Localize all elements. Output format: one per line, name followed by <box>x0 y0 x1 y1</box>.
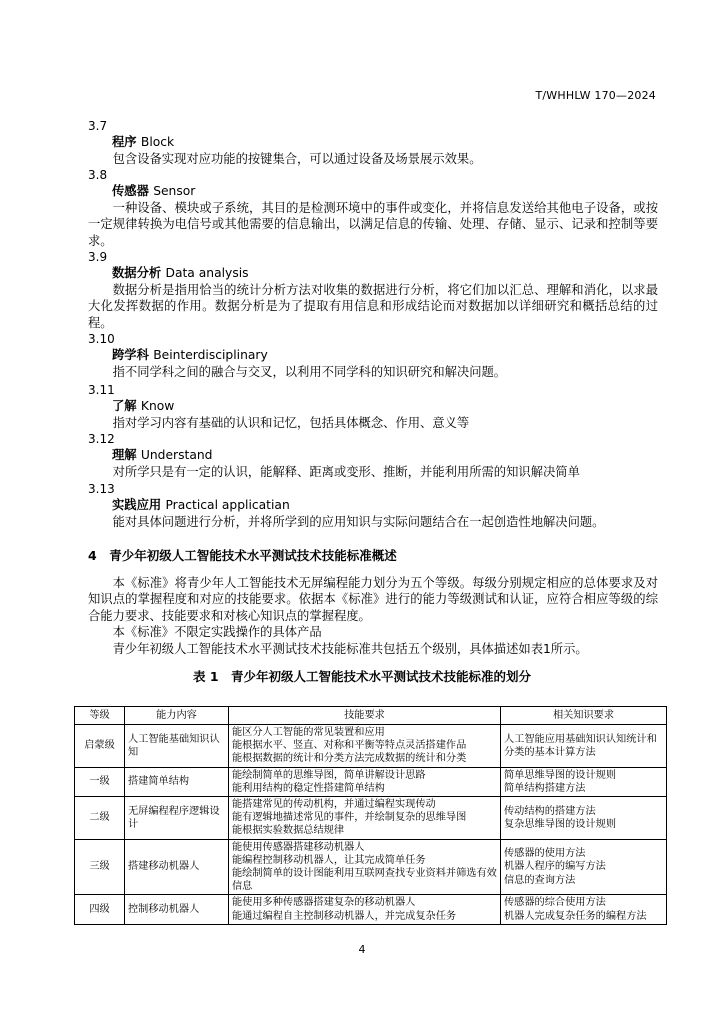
term-title <box>88 265 658 281</box>
standards-table <box>74 706 667 925</box>
ability-cell: 搭建移动机器人 <box>125 839 229 895</box>
section-paragraph: 本《标准》不限定实践操作的具体产品 <box>112 625 322 640</box>
term-cn: 程序 <box>112 135 137 150</box>
table-caption: 表 1 青少年初级人工智能技术水平测试技术技能标准的划分 <box>192 669 532 684</box>
knowledge-line: 人工智能应用基础知识认知统计和分类的基本计算方法 <box>504 733 657 758</box>
knowledge-cell <box>501 839 667 895</box>
skill-line: 能根据实验数据总结规律 <box>232 825 345 837</box>
skills-cell <box>229 839 501 895</box>
skill-line: 能绘制简单的设计图能利用互联网查找专业资料并筛选有效信息 <box>232 868 497 893</box>
skill-line: 能利用结构的稳定性搭建简单结构 <box>232 782 385 794</box>
page-number: 4 <box>358 943 366 956</box>
term-en: Beinterdisciplinary <box>153 348 268 363</box>
term-3-9 <box>88 249 658 331</box>
ability-cell: 人工智能基础知识认知 <box>125 725 229 768</box>
term-cn: 了解 <box>112 399 137 414</box>
term-number: 3.11 <box>88 383 115 397</box>
knowledge-line: 机器人完成复杂任务的编程方法 <box>504 910 647 922</box>
skills-cell <box>229 895 501 924</box>
knowledge-cell <box>501 895 667 924</box>
table-row <box>75 725 667 768</box>
term-title <box>88 447 658 463</box>
knowledge-cell <box>501 797 667 840</box>
term-definition: 对所学只是有一定的认识，能解释、距离或变形、推断，并能利用所需的知识解决简单 <box>112 464 580 479</box>
ability-cell: 控制移动机器人 <box>125 895 229 924</box>
table-row <box>75 895 667 924</box>
term-cn: 传感器 <box>112 184 149 199</box>
term-definition: 指对学习内容有基础的认识和记忆，包括具体概念、作用、意义等 <box>112 415 470 430</box>
skill-line: 能搭建常见的传动机构，并通过编程实现传动 <box>232 799 436 811</box>
knowledge-line: 传感器的使用方法 <box>504 848 586 860</box>
skill-line: 能使用传感器搭建移动机器人 <box>232 841 365 853</box>
knowledge-line: 复杂思维导图的设计规则 <box>504 818 617 830</box>
term-definition: 指不同学科之间的融合与交叉，以利用不同学科的知识研究和解决问题。 <box>112 364 507 379</box>
term-number: 3.13 <box>88 482 115 496</box>
term-3-12 <box>88 431 658 480</box>
table-row <box>75 797 667 840</box>
ability-cell: 无屏编程程序逻辑设计 <box>125 797 229 840</box>
term-title <box>88 398 658 414</box>
term-cn: 数据分析 <box>112 266 162 281</box>
knowledge-cell <box>501 767 667 796</box>
term-definition: 数据分析是指用恰当的统计分析方法对收集的数据进行分析，将它们加以汇总、理解和消化，以求最大化发挥数据的作用。数据分析是为了提取有用信息和形成结论而对数据加以详细研究和概括总结的过程。 <box>88 282 658 330</box>
level-cell: 四级 <box>75 895 125 924</box>
skill-line: 能使用多种传感器搭建复杂的移动机器人 <box>232 897 416 909</box>
header-ability: 能力内容 <box>125 707 229 725</box>
header-skills: 技能要求 <box>229 707 501 725</box>
skills-cell <box>229 767 501 796</box>
term-3-11 <box>88 382 658 431</box>
knowledge-line: 简单结构搭建方法 <box>504 782 586 794</box>
knowledge-cell <box>501 725 667 768</box>
term-cn: 理解 <box>112 448 137 463</box>
term-cn: 实践应用 <box>112 498 162 513</box>
term-3-8 <box>88 167 658 249</box>
level-cell: 二级 <box>75 797 125 840</box>
table-row <box>75 839 667 895</box>
term-3-10 <box>88 331 658 380</box>
term-title <box>88 497 658 513</box>
skill-line: 能绘制简单的思维导图，简单讲解设计思路 <box>232 769 426 781</box>
term-title <box>88 183 658 199</box>
section-paragraph: 青少年初级人工智能技术水平测试技术技能标准共包括五个级别，具体描述如表1所示。 <box>112 641 588 656</box>
term-number: 3.7 <box>88 119 108 133</box>
term-definition: 能对具体问题进行分析，并将所学到的应用知识与实际问题结合在一起创造性地解决问题。 <box>112 514 605 529</box>
header-level: 等级 <box>75 707 125 725</box>
term-en: Practical applicatian <box>165 498 290 513</box>
standard-number: T/WHHLW 170—2024 <box>535 89 656 102</box>
section-paragraph: 本《标准》将青少年人工智能技术无屏编程能力划分为五个等级。每级分别规定相应的总体要求及对知识点的掌握程度和对应的技能要求。依据本《标准》进行的能力等级测试和认证，应符合相应等级的综合能力要求、技能要求和对核心知识点的掌握程度。 <box>88 576 658 623</box>
section-body <box>88 575 658 657</box>
skill-line: 能编程控制移动机器人，让其完成简单任务 <box>232 854 426 866</box>
term-definition: 一种设备、模块或子系统，其目的是检测环境中的事件或变化，并将信息发送给其他电子设备，或按一定规律转换为电信号或其他需要的信息输出，以满足信息的传输、处理、存储、显示、记录和控制等要求。 <box>88 200 658 248</box>
knowledge-line: 传感器的综合使用方法 <box>504 897 606 909</box>
knowledge-line: 简单思维导图的设计规则 <box>504 769 617 781</box>
term-en: Know <box>140 399 175 414</box>
level-cell: 三级 <box>75 839 125 895</box>
section-heading: 4 青少年初级人工智能技术水平测试技术技能标准概述 <box>88 548 397 563</box>
skills-cell <box>229 797 501 840</box>
term-en: Block <box>140 135 175 150</box>
term-en: Understand <box>140 448 213 463</box>
ability-cell: 搭建简单结构 <box>125 767 229 796</box>
term-title <box>88 347 658 363</box>
header-knowledge: 相关知识要求 <box>501 707 667 725</box>
level-cell: 一级 <box>75 767 125 796</box>
table-header-row <box>75 707 667 725</box>
term-cn: 跨学科 <box>112 348 149 363</box>
term-en: Data analysis <box>165 266 249 281</box>
table-row <box>75 767 667 796</box>
level-cell: 启蒙级 <box>75 725 125 768</box>
term-3-7 <box>88 118 658 167</box>
term-definition: 包含设备实现对应功能的按键集合，可以通过设备及场景展示效果。 <box>112 151 482 166</box>
skill-line: 能根据数据的统计和分类方法完成数据的统计和分类 <box>232 753 467 765</box>
skills-cell <box>229 725 501 768</box>
term-number: 3.12 <box>88 432 115 446</box>
knowledge-line: 机器人程序的编写方法 <box>504 861 606 873</box>
skill-line: 能有逻辑地描述常见的事件，并绘制复杂的思维导图 <box>232 812 467 824</box>
skill-line: 能通过编程自主控制移动机器人，并完成复杂任务 <box>232 910 457 922</box>
knowledge-line: 传动结构的搭建方法 <box>504 805 596 817</box>
term-3-13 <box>88 481 658 530</box>
skill-line: 能区分人工智能的常见装置和应用 <box>232 727 385 738</box>
term-number: 3.10 <box>88 332 115 346</box>
term-title <box>88 134 658 150</box>
skill-line: 能根据水平、竖直、对称和平衡等特点灵活搭建作品 <box>232 740 467 752</box>
knowledge-line: 信息的查询方法 <box>504 874 576 886</box>
term-en: Sensor <box>153 184 196 199</box>
term-number: 3.8 <box>88 168 108 182</box>
term-number: 3.9 <box>88 250 108 264</box>
